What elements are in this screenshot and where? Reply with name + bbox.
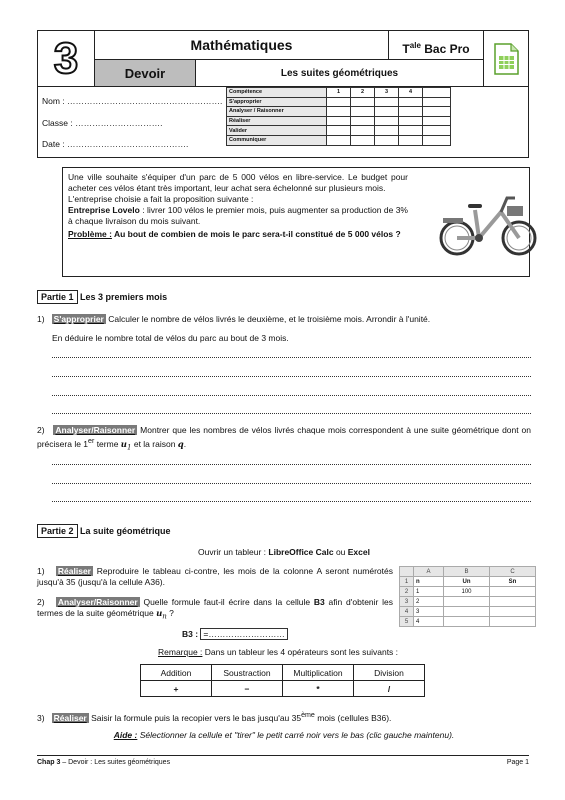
operator-symbol: − xyxy=(212,681,283,697)
bicycle-image xyxy=(471,186,525,256)
answer-line[interactable] xyxy=(52,376,531,377)
libreoffice-calc-icon xyxy=(484,31,528,87)
sheet-cell xyxy=(444,617,490,627)
answer-line[interactable] xyxy=(52,501,531,502)
header-frame xyxy=(37,30,529,158)
sheet-cell: Un xyxy=(444,577,490,587)
competence-table xyxy=(226,87,451,146)
part1-question-1-sub: En déduire le nombre total de vélos du parc au bout de 3 mois. xyxy=(52,333,289,343)
part1-question-1: 1) S'approprier Calculer le nombre de vélos livrés le deuxième, et le troisième mois. Arrondir à l'unité. xyxy=(37,314,431,324)
subject-title: Mathématiques xyxy=(95,31,389,60)
answer-line[interactable] xyxy=(52,413,531,414)
competence-col: 1 xyxy=(327,88,351,98)
sheet-cell: 1 xyxy=(414,587,444,597)
operators-table xyxy=(140,664,425,697)
sheet-cell: 4 xyxy=(414,617,444,627)
competence-extra xyxy=(423,88,451,98)
part1-question-2: 2) Analyser/Raisonner Montrer que les nombres de vélos livrés chaque mois correspondent à une suite géométrique dont on précisera le 1er terme $u_1$ et la raison q. xyxy=(37,425,531,452)
operator-name: Multiplication xyxy=(283,665,354,681)
operator-symbol: / xyxy=(354,681,425,697)
sheet-corner xyxy=(400,567,414,577)
sheet-cell xyxy=(444,597,490,607)
page-number: Page 1 xyxy=(506,759,529,766)
answer-line[interactable] xyxy=(52,483,531,484)
intro-paragraph: L'entreprise choisie a fait la proposition suivante : xyxy=(68,194,254,204)
intro-box xyxy=(62,167,530,277)
competence-row-label: Valider xyxy=(227,126,327,136)
part2-question-3: 3) Réaliser Saisir la formule puis la recopier vers le bas jusqu'au 35ème mois (cellules B36). xyxy=(37,711,392,723)
sheet-cell xyxy=(490,617,536,627)
part1-heading: Partie 1 Les 3 premiers mois xyxy=(37,292,167,302)
class-field[interactable]: Classe : …………………………. xyxy=(42,118,163,128)
competence-col: 2 xyxy=(351,88,375,98)
part2-heading: Partie 2 La suite géométrique xyxy=(37,526,171,536)
spreadsheet-preview xyxy=(399,566,536,627)
page-footer: Chap 3 – Devoir : Les suites géométriques Page 1 xyxy=(37,755,529,766)
competence-row-label: Communiquer xyxy=(227,135,327,145)
competence-header: Compétence xyxy=(227,88,327,98)
part2-question-2: 2) Analyser/Raisonner Quelle formule faut-il écrire dans la cellule B3 afin d'obtenir les termes de la suite géométrique $u_n$ ? xyxy=(37,597,393,621)
problem-statement: Problème : Au bout de combien de mois le parc sera-t-il constitué de 5 000 vélos ? xyxy=(68,229,401,239)
sheet-cell xyxy=(444,607,490,617)
chapter-number: 3 xyxy=(38,31,95,87)
help-note: Aide : Sélectionner la cellule et "tirer" le petit carré noir vers le bas (clic gauche maintenu). xyxy=(113,730,455,740)
answer-line[interactable] xyxy=(52,395,531,396)
sheet-cell xyxy=(490,597,536,607)
doc-type: Devoir xyxy=(95,60,196,87)
sheet-row-header: 1 xyxy=(400,577,414,587)
sheet-cell: 100 xyxy=(444,587,490,597)
operator-name: Soustraction xyxy=(212,665,283,681)
sheet-cell: 3 xyxy=(414,607,444,617)
answer-line[interactable] xyxy=(52,357,531,358)
sheet-col-header: A xyxy=(414,567,444,577)
sheet-cell xyxy=(490,587,536,597)
competence-col: 3 xyxy=(375,88,399,98)
level-title: $T^{ale}$ Bac Pro xyxy=(389,31,484,60)
topic-title: Les suites géométriques xyxy=(196,60,484,87)
sheet-row-header: 5 xyxy=(400,617,414,627)
operator-name: Division xyxy=(354,665,425,681)
competence-row-label: S'approprier xyxy=(227,97,327,107)
answer-line[interactable] xyxy=(52,464,531,465)
operator-symbol: * xyxy=(283,681,354,697)
sheet-col-header: C xyxy=(490,567,536,577)
sheet-cell: 2 xyxy=(414,597,444,607)
intro-proposal: Entreprise Lovelo : livrer 100 vélos le premier mois, puis augmenter sa production de 3% à chaque livraison du mois suivant. xyxy=(68,205,408,226)
intro-paragraph: Une ville souhaite s'équiper d'un parc de 5 000 vélos en libre-service. Le budget pour acheter ces vélos étant très important, leur achat sera échelonné sur plusieurs mois. xyxy=(68,172,408,193)
sheet-row-header: 3 xyxy=(400,597,414,607)
sheet-cell: n xyxy=(414,577,444,587)
sheet-col-header: B xyxy=(444,567,490,577)
operator-symbol: + xyxy=(141,681,212,697)
competence-row-label: Réaliser xyxy=(227,116,327,126)
sheet-cell: Sn xyxy=(490,577,536,587)
part2-question-1: 1) Réaliser Reproduire le tableau ci-contre, les mois de la colonne A seront numérotés jusqu'à 35 (jusqu'à la cellule A36). xyxy=(37,566,393,587)
name-field[interactable]: Nom : ………………………………………………. xyxy=(42,96,223,106)
competence-col: 4 xyxy=(399,88,423,98)
b3-formula-field[interactable]: B3 : =……………………… xyxy=(182,629,288,640)
operator-name: Addition xyxy=(141,665,212,681)
remark: Remarque : Dans un tableur les 4 opérateurs sont les suivants : xyxy=(158,647,399,657)
sheet-row-header: 2 xyxy=(400,587,414,597)
open-spreadsheet-instruction: Ouvrir un tableur : LibreOffice Calc ou Excel xyxy=(198,547,370,557)
sheet-row-header: 4 xyxy=(400,607,414,617)
competence-row-label: Analyser / Raisonner xyxy=(227,107,327,117)
sheet-cell xyxy=(490,607,536,617)
date-field[interactable]: Date : ……………………………………. xyxy=(42,139,189,149)
